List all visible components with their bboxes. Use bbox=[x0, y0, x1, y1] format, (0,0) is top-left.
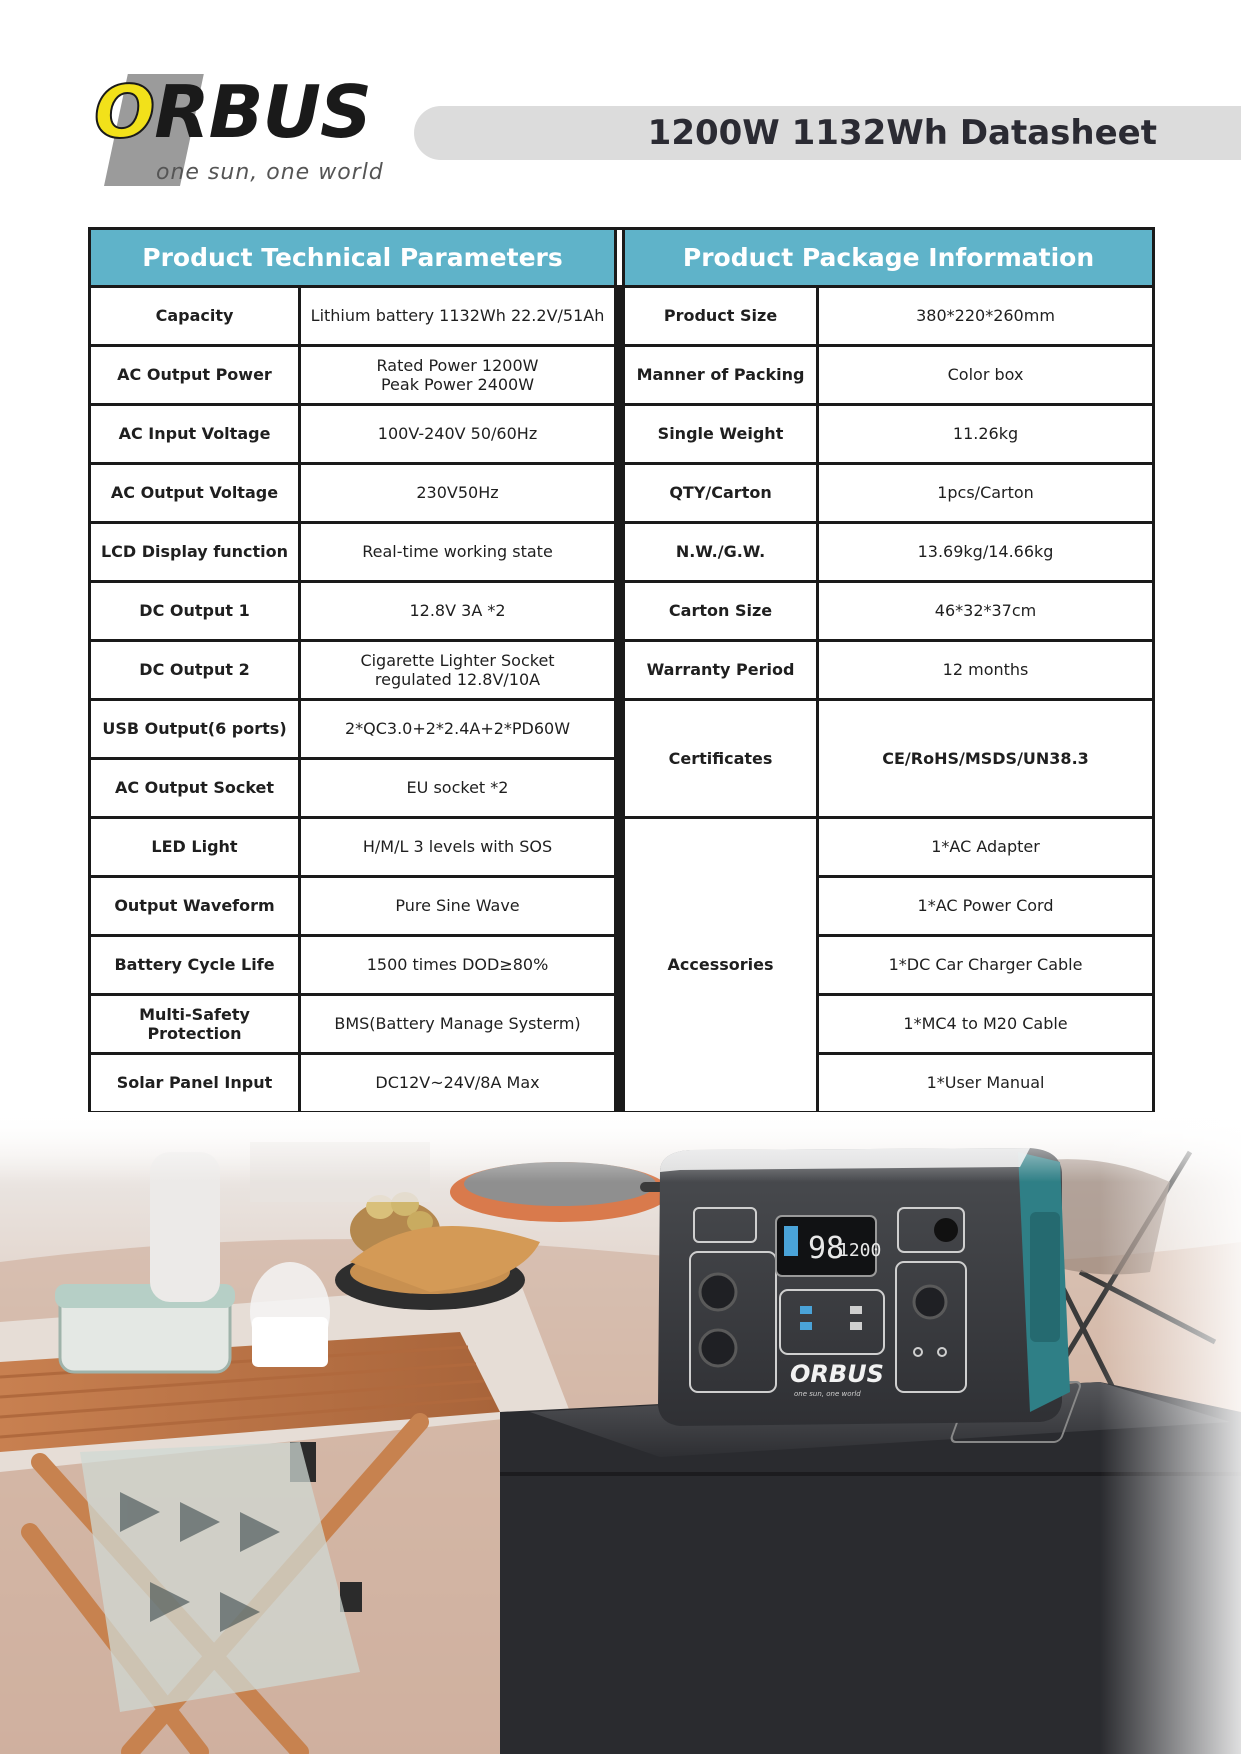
device-brand: ORBUS bbox=[790, 1360, 884, 1388]
brand-logo bbox=[84, 70, 404, 186]
package-header: Product Package Information bbox=[624, 229, 1154, 287]
header-row bbox=[90, 229, 1154, 287]
column-divider bbox=[616, 877, 624, 936]
package-value: 380*220*260mm bbox=[818, 287, 1154, 346]
tech-label: Battery Cycle Life bbox=[90, 936, 300, 995]
table-row bbox=[90, 582, 1154, 641]
column-divider bbox=[616, 582, 624, 641]
tech-value bbox=[300, 346, 616, 405]
package-label: Single Weight bbox=[624, 405, 818, 464]
tech-value: 1500 times DOD≥80% bbox=[300, 936, 616, 995]
tech-value: H/M/L 3 levels with SOS bbox=[300, 818, 616, 877]
tech-label: AC Output Power bbox=[90, 346, 300, 405]
tech-header: Product Technical Parameters bbox=[90, 229, 616, 287]
package-value: 13.69kg/14.66kg bbox=[818, 523, 1154, 582]
power-station-device bbox=[658, 1148, 1070, 1426]
tech-label: Multi-Safety Protection bbox=[90, 995, 300, 1054]
column-divider bbox=[616, 641, 624, 700]
table-row bbox=[90, 523, 1154, 582]
page-title: 1200W 1132Wh Datasheet bbox=[647, 113, 1157, 153]
tech-value: 2*QC3.0+2*2.4A+2*PD60W bbox=[300, 700, 616, 759]
accessory-item: 1*DC Car Charger Cable bbox=[818, 936, 1154, 995]
table-row bbox=[90, 936, 1154, 995]
datasheet-table bbox=[88, 227, 1155, 1114]
tech-label: LCD Display function bbox=[90, 523, 300, 582]
tech-value: 12.8V 3A *2 bbox=[300, 582, 616, 641]
tech-value: Lithium battery 1132Wh 22.2V/51Ah bbox=[300, 287, 616, 346]
lcd-watts: 1200 bbox=[838, 1240, 882, 1261]
tech-label: Capacity bbox=[90, 287, 300, 346]
package-value: 46*32*37cm bbox=[818, 582, 1154, 641]
tech-value: 230V50Hz bbox=[300, 464, 616, 523]
tech-value-line: regulated 12.8V/10A bbox=[374, 670, 541, 689]
tech-label: Solar Panel Input bbox=[90, 1054, 300, 1113]
tech-value: BMS(Battery Manage Systerm) bbox=[300, 995, 616, 1054]
package-label: QTY/Carton bbox=[624, 464, 818, 523]
column-divider bbox=[616, 700, 624, 759]
column-divider bbox=[616, 818, 624, 877]
certificates-value: CE/RoHS/MSDS/UN38.3 bbox=[818, 700, 1154, 818]
device-tagline: one sun, one world bbox=[794, 1390, 861, 1398]
tech-label: AC Output Socket bbox=[90, 759, 300, 818]
table-row bbox=[90, 700, 1154, 759]
column-divider bbox=[616, 759, 624, 818]
product-scene-image bbox=[0, 1112, 1241, 1754]
table-row bbox=[90, 346, 1154, 405]
column-divider bbox=[616, 287, 624, 346]
table-row bbox=[90, 641, 1154, 700]
column-divider bbox=[616, 229, 624, 287]
package-value: 12 months bbox=[818, 641, 1154, 700]
tech-label: USB Output(6 ports) bbox=[90, 700, 300, 759]
column-divider bbox=[616, 405, 624, 464]
table-row bbox=[90, 405, 1154, 464]
package-label: N.W./G.W. bbox=[624, 523, 818, 582]
tech-label: DC Output 1 bbox=[90, 582, 300, 641]
tech-label: LED Light bbox=[90, 818, 300, 877]
table-row bbox=[90, 287, 1154, 346]
tech-value: Real-time working state bbox=[300, 523, 616, 582]
tech-label: AC Output Voltage bbox=[90, 464, 300, 523]
column-divider bbox=[616, 936, 624, 995]
logo-tagline: one sun, one world bbox=[156, 160, 384, 185]
tech-value: EU socket *2 bbox=[300, 759, 616, 818]
tech-label: Output Waveform bbox=[90, 877, 300, 936]
accessory-item: 1*MC4 to M20 Cable bbox=[818, 995, 1154, 1054]
table-row bbox=[90, 877, 1154, 936]
title-bar bbox=[414, 106, 1241, 160]
package-value: 1pcs/Carton bbox=[818, 464, 1154, 523]
column-divider bbox=[616, 523, 624, 582]
column-divider bbox=[616, 464, 624, 523]
column-divider bbox=[616, 1054, 624, 1113]
column-divider bbox=[616, 995, 624, 1054]
table-row bbox=[90, 1054, 1154, 1113]
tech-value bbox=[300, 641, 616, 700]
package-label: Warranty Period bbox=[624, 641, 818, 700]
table-row bbox=[90, 464, 1154, 523]
accessories-label: Accessories bbox=[624, 818, 818, 1113]
tech-value-line: Peak Power 2400W bbox=[380, 375, 535, 394]
tech-value: 100V-240V 50/60Hz bbox=[300, 405, 616, 464]
column-divider bbox=[616, 346, 624, 405]
table-row bbox=[90, 995, 1154, 1054]
accessory-item: 1*AC Adapter bbox=[818, 818, 1154, 877]
certificates-label: Certificates bbox=[624, 700, 818, 818]
package-label: Manner of Packing bbox=[624, 346, 818, 405]
tech-value: Pure Sine Wave bbox=[300, 877, 616, 936]
package-value: 11.26kg bbox=[818, 405, 1154, 464]
package-label: Carton Size bbox=[624, 582, 818, 641]
accessory-item: 1*User Manual bbox=[818, 1054, 1154, 1113]
package-value: Color box bbox=[818, 346, 1154, 405]
tech-value-line: Rated Power 1200W bbox=[376, 355, 539, 375]
package-label: Product Size bbox=[624, 287, 818, 346]
tech-label: AC Input Voltage bbox=[90, 405, 300, 464]
logo-wordmark: ORBUS bbox=[94, 70, 371, 154]
tech-value-line: Cigarette Lighter Socket bbox=[360, 650, 555, 670]
tech-label: DC Output 2 bbox=[90, 641, 300, 700]
tech-value: DC12V~24V/8A Max bbox=[300, 1054, 616, 1113]
accessory-item: 1*AC Power Cord bbox=[818, 877, 1154, 936]
lcd-percent: 98 bbox=[808, 1231, 845, 1266]
camping-scene-illustration bbox=[0, 1112, 1241, 1754]
table-row bbox=[90, 818, 1154, 877]
